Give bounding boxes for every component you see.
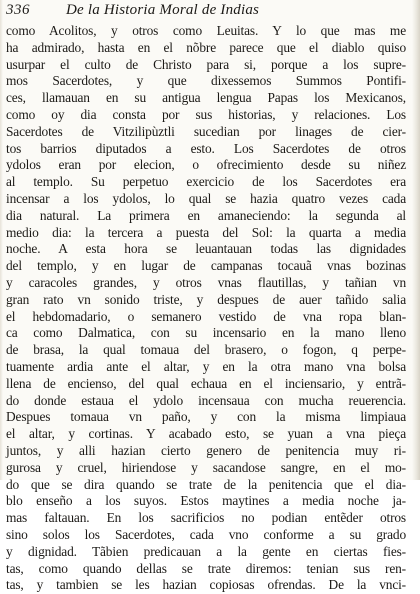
text-line: gran rato vn sonido triste, y despues de auer tañido salia	[6, 291, 406, 307]
text-line: el hebdomadario, o semanero vestido de vna ropa blan-	[6, 308, 406, 324]
text-line: Despues tomaua vn paño, y con la misma limpiaua	[6, 409, 406, 425]
page-edge-shadow	[412, 0, 420, 480]
text-line: y caracoles grandes, y otros vnas flautillas, y tañian vn	[6, 274, 406, 290]
text-line: tos barrios diputados a esto. Los Sacerdotes de otros	[6, 140, 406, 156]
text-line: usurpar el culto de Christo para si, porque a los supre-	[6, 56, 406, 72]
text-line: Sacerdotes de Vitzilipùztli sucedian por linages de cier-	[6, 123, 406, 139]
text-line: blo enseño a los suyos. Estos maytines a media noche ja-	[6, 493, 406, 509]
text-line: sino solos los Sacerdotes, cada vno conforme a su grado	[6, 526, 406, 542]
text-line: tas, y tambien se les hazian copiosas ofrendas. De la vnci-	[6, 577, 406, 593]
running-head: De la Historia Moral de Indias	[66, 2, 260, 18]
text-line: do que se dira quando se trate de la penitencia que el dia-	[6, 476, 406, 492]
text-line: como Acolitos, y otros como Leuitas. Y lo que mas me	[6, 23, 406, 38]
text-line: y dignidad. Tãbien predicauan a la gente en ciertas fies-	[6, 543, 406, 559]
text-line: llena de encienso, del qual echaua en el inciensario, y entrã-	[6, 375, 406, 391]
text-line: ca como Dalmatica, con su incensario en la mano lleno	[6, 325, 406, 341]
text-line: al templo. Su perpetuo exercicio de los Sacerdotes era	[6, 174, 406, 190]
text-line: tas, como quando dellas se trate diremos: tenian sus ren-	[6, 560, 406, 576]
body-text	[6, 23, 406, 594]
page-gutter-shadow	[0, 0, 3, 480]
page-header	[6, 2, 412, 22]
text-line: gurosa y cruel, hiriendose y sacandose sangre, en el mo-	[6, 459, 406, 475]
text-line: incensar a los ydolos, lo qual se hazia quatro vezes cada	[6, 190, 406, 206]
text-line: de brasa, la qual tomaua del brasero, o fogon, q perpe-	[6, 342, 406, 358]
text-line: do donde estaua el ydolo incensaua con mucha reuerencia.	[6, 392, 406, 408]
text-line: tuamente ardia ante el altar, y en la otra mano vna bolsa	[6, 358, 406, 374]
text-line: noche. A esta hora se leuantauan todas las dignidades	[6, 241, 406, 257]
text-line: el altar, y cortinas. Y acabado esto, se yuan a vna pieça	[6, 426, 406, 442]
text-line: juntos, y alli hazian cierto genero de penitencia muy ri-	[6, 442, 406, 458]
text-line: ha admirado, hasta en el nõbre parece que el diablo quiso	[6, 39, 406, 55]
text-line: medio dia: la tercera a puesta del Sol: la quarta a media	[6, 224, 406, 240]
text-line: mos Sacerdotes, y que dixessemos Summos Pontifi-	[6, 73, 406, 89]
text-line: como oy dia consta por sus historias, y relaciones. Los	[6, 106, 406, 122]
text-line: del templo, y en lugar de campanas tocauã vnas bozinas	[6, 258, 406, 274]
text-line: dia natural. La primera en amaneciendo: la segunda al	[6, 207, 406, 223]
text-line: ydolos eran por elecion, o ofrecimiento desde su niñez	[6, 157, 406, 173]
page-number: 336	[6, 2, 30, 18]
text-line: ces, llamauan en su antigua lengua Papas los Mexicanos,	[6, 90, 406, 106]
text-line: mas faltauan. En los sacrificios no podian entẽder otros	[6, 510, 406, 526]
